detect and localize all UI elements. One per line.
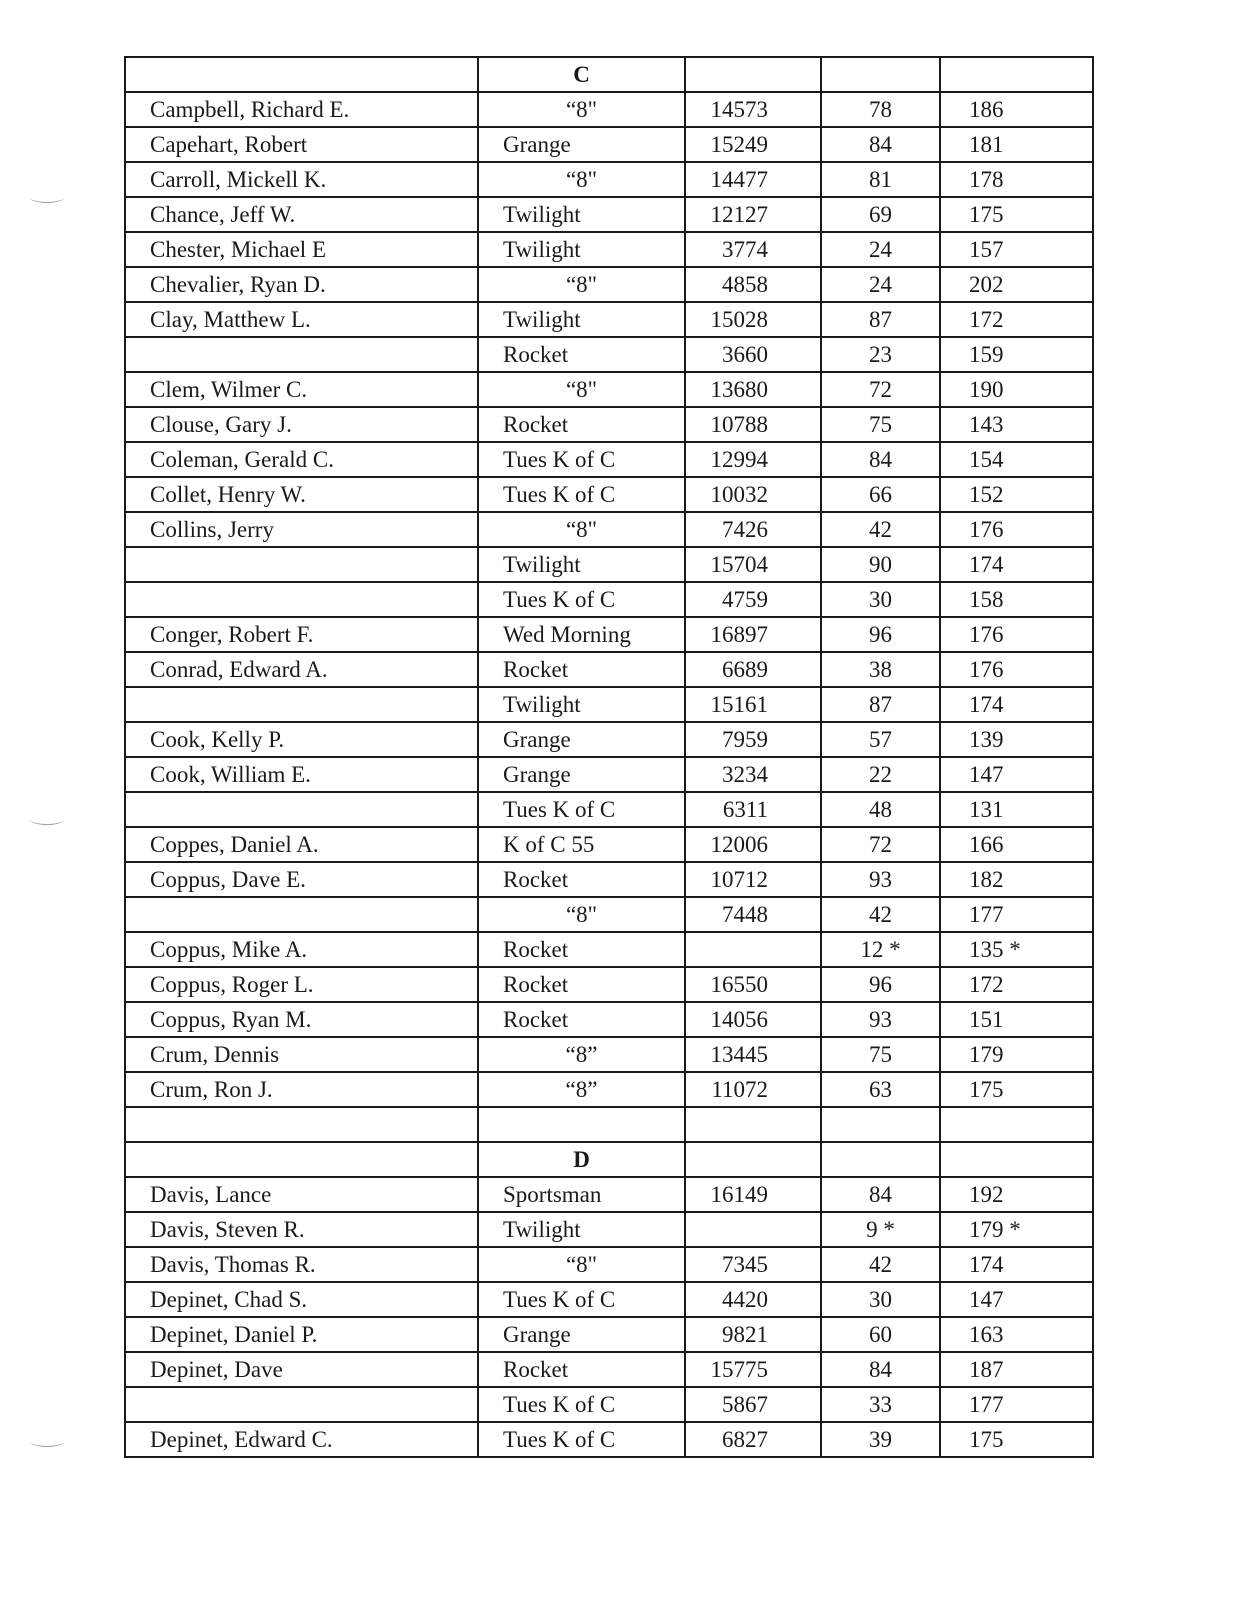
league-cell: “8" [478,92,685,127]
total-pins-cell: 3234 [685,757,821,792]
league-cell: “8" [478,162,685,197]
average-cell: 176 [940,617,1093,652]
punch-hole-mark [30,1436,64,1447]
league-cell: Rocket [478,862,685,897]
league-cell: Tues K of C [478,442,685,477]
league-cell: Rocket [478,932,685,967]
games-count-cell: 42 [821,1247,940,1282]
table-row [125,757,1093,792]
league-cell: Twilight [478,1212,685,1247]
table-row [125,372,1093,407]
total-pins-cell: 5867 [685,1387,821,1422]
games-count-cell: 78 [821,92,940,127]
league-cell: “8” [478,1037,685,1072]
games-count-cell: 24 [821,267,940,302]
league-cell: Tues K of C [478,792,685,827]
total-pins-cell: 6689 [685,652,821,687]
average-cell: 177 [940,897,1093,932]
section-empty-cell [125,57,478,92]
games-count-cell: 84 [821,127,940,162]
table-row [125,477,1093,512]
empty-cell [940,1107,1093,1142]
average-cell: 172 [940,302,1093,337]
total-pins-cell: 7426 [685,512,821,547]
total-pins-cell: 12127 [685,197,821,232]
average-cell: 175 [940,1072,1093,1107]
table-row [125,407,1093,442]
section-empty-cell [685,1142,821,1177]
total-pins-cell: 9821 [685,1317,821,1352]
league-cell: Sportsman [478,1177,685,1212]
total-pins-cell: 10032 [685,477,821,512]
league-cell: Grange [478,1317,685,1352]
table-row [125,337,1093,372]
total-pins-cell: 14573 [685,92,821,127]
bowler-name-cell: Depinet, Chad S. [125,1282,478,1317]
average-cell: 174 [940,687,1093,722]
average-cell: 166 [940,827,1093,862]
league-cell: Grange [478,722,685,757]
table-row [125,1387,1093,1422]
total-pins-cell: 14477 [685,162,821,197]
total-pins-cell: 16550 [685,967,821,1002]
total-pins-cell: 12006 [685,827,821,862]
total-pins-cell: 15249 [685,127,821,162]
average-cell: 175 [940,197,1093,232]
total-pins-cell: 4759 [685,582,821,617]
bowler-name-cell: Clouse, Gary J. [125,407,478,442]
total-pins-cell: 15161 [685,687,821,722]
average-cell: 174 [940,547,1093,582]
games-count-cell: 96 [821,617,940,652]
average-cell: 131 [940,792,1093,827]
total-pins-cell: 6311 [685,792,821,827]
section-empty-cell [821,1142,940,1177]
total-pins-cell [685,1212,821,1247]
average-cell: 186 [940,92,1093,127]
punch-hole-mark [30,814,64,825]
games-count-cell: 93 [821,1002,940,1037]
average-cell: 152 [940,477,1093,512]
table-row [125,617,1093,652]
table-row [125,197,1093,232]
bowler-name-cell: Davis, Steven R. [125,1212,478,1247]
games-count-cell: 75 [821,407,940,442]
games-count-cell: 42 [821,512,940,547]
games-count-cell: 23 [821,337,940,372]
total-pins-cell: 4420 [685,1282,821,1317]
average-cell: 176 [940,652,1093,687]
table-row [125,1247,1093,1282]
bowler-name-cell: Chester, Michael E [125,232,478,267]
games-count-cell: 84 [821,1352,940,1387]
bowler-name-cell [125,792,478,827]
total-pins-cell: 14056 [685,1002,821,1037]
average-cell: 139 [940,722,1093,757]
table-row [125,1422,1093,1457]
games-count-cell: 33 [821,1387,940,1422]
section-letter: C [478,57,685,92]
bowler-name-cell: Cook, William E. [125,757,478,792]
table-row [125,827,1093,862]
average-cell: 175 [940,1422,1093,1457]
league-cell: Grange [478,757,685,792]
bowler-name-cell: Conger, Robert F. [125,617,478,652]
league-cell: Rocket [478,337,685,372]
section-letter: D [478,1142,685,1177]
games-count-cell: 39 [821,1422,940,1457]
games-count-cell: 38 [821,652,940,687]
bowler-name-cell [125,582,478,617]
average-cell: 135 * [940,932,1093,967]
league-cell: Rocket [478,967,685,1002]
total-pins-cell [685,932,821,967]
total-pins-cell: 16897 [685,617,821,652]
average-cell: 172 [940,967,1093,1002]
bowler-name-cell: Chevalier, Ryan D. [125,267,478,302]
average-cell: 179 [940,1037,1093,1072]
league-cell: Rocket [478,407,685,442]
bowler-name-cell: Clay, Matthew L. [125,302,478,337]
average-cell: 158 [940,582,1093,617]
table-body [125,57,1093,1457]
table-row [125,162,1093,197]
games-count-cell: 42 [821,897,940,932]
bowler-name-cell: Davis, Lance [125,1177,478,1212]
bowler-averages-table [124,56,1094,1458]
bowler-name-cell: Depinet, Dave [125,1352,478,1387]
section-empty-cell [821,57,940,92]
table-row [125,1317,1093,1352]
bowler-name-cell: Clem, Wilmer C. [125,372,478,407]
games-count-cell: 72 [821,372,940,407]
league-cell: “8" [478,267,685,302]
average-cell: 147 [940,1282,1093,1317]
total-pins-cell: 4858 [685,267,821,302]
games-count-cell: 84 [821,442,940,477]
total-pins-cell: 3774 [685,232,821,267]
games-count-cell: 69 [821,197,940,232]
table-row [125,302,1093,337]
table-row [125,1282,1093,1317]
games-count-cell: 9 * [821,1212,940,1247]
table-row [125,897,1093,932]
bowler-name-cell: Depinet, Edward C. [125,1422,478,1457]
league-cell: “8" [478,1247,685,1282]
average-cell: 151 [940,1002,1093,1037]
bowler-name-cell [125,1387,478,1422]
table-row [125,652,1093,687]
bowler-name-cell: Crum, Dennis [125,1037,478,1072]
games-count-cell: 87 [821,302,940,337]
league-cell: “8” [478,1072,685,1107]
league-cell: Twilight [478,302,685,337]
table-row [125,232,1093,267]
table-row [125,687,1093,722]
section-empty-cell [940,1142,1093,1177]
table-row [125,127,1093,162]
average-cell: 157 [940,232,1093,267]
total-pins-cell: 15028 [685,302,821,337]
bowler-name-cell: Coppus, Dave E. [125,862,478,897]
table-row [125,1072,1093,1107]
average-cell: 147 [940,757,1093,792]
games-count-cell: 22 [821,757,940,792]
section-empty-cell [940,57,1093,92]
table-row [125,547,1093,582]
bowler-name-cell: Davis, Thomas R. [125,1247,478,1282]
bowler-name-cell: Coleman, Gerald C. [125,442,478,477]
league-cell: Tues K of C [478,582,685,617]
league-cell: “8" [478,512,685,547]
average-cell: 178 [940,162,1093,197]
total-pins-cell: 7448 [685,897,821,932]
table-row [125,1037,1093,1072]
total-pins-cell: 10788 [685,407,821,442]
table-row [125,792,1093,827]
league-cell: Tues K of C [478,1282,685,1317]
games-count-cell: 75 [821,1037,940,1072]
league-cell: Tues K of C [478,477,685,512]
empty-cell [821,1107,940,1142]
table-row [125,967,1093,1002]
total-pins-cell: 10712 [685,862,821,897]
bowler-name-cell: Chance, Jeff W. [125,197,478,232]
league-cell: Twilight [478,197,685,232]
games-count-cell: 72 [821,827,940,862]
league-cell: “8" [478,372,685,407]
average-cell: 190 [940,372,1093,407]
table-row [125,722,1093,757]
average-cell: 181 [940,127,1093,162]
games-count-cell: 48 [821,792,940,827]
bowler-name-cell: Carroll, Mickell K. [125,162,478,197]
league-cell: K of C 55 [478,827,685,862]
bowler-name-cell [125,547,478,582]
league-cell: Twilight [478,547,685,582]
table-row [125,932,1093,967]
games-count-cell: 96 [821,967,940,1002]
league-cell: Twilight [478,687,685,722]
total-pins-cell: 7959 [685,722,821,757]
league-cell: Tues K of C [478,1387,685,1422]
total-pins-cell: 13680 [685,372,821,407]
games-count-cell: 30 [821,1282,940,1317]
total-pins-cell: 15704 [685,547,821,582]
league-cell: Rocket [478,652,685,687]
bowler-name-cell: Collet, Henry W. [125,477,478,512]
section-empty-cell [685,57,821,92]
bowler-name-cell: Depinet, Daniel P. [125,1317,478,1352]
table-row [125,1177,1093,1212]
section-header-row [125,1142,1093,1177]
average-cell: 159 [940,337,1093,372]
average-cell: 174 [940,1247,1093,1282]
average-cell: 154 [940,442,1093,477]
bowler-name-cell: Coppes, Daniel A. [125,827,478,862]
games-count-cell: 57 [821,722,940,757]
section-empty-cell [125,1142,478,1177]
section-header-row [125,57,1093,92]
table-row [125,1212,1093,1247]
blank-row [125,1107,1093,1142]
total-pins-cell: 16149 [685,1177,821,1212]
league-cell: Tues K of C [478,1422,685,1457]
bowler-name-cell: Coppus, Mike A. [125,932,478,967]
table-row [125,512,1093,547]
total-pins-cell: 12994 [685,442,821,477]
punch-hole-mark [30,192,64,203]
average-cell: 179 * [940,1212,1093,1247]
bowler-name-cell: Conrad, Edward A. [125,652,478,687]
bowler-name-cell: Campbell, Richard E. [125,92,478,127]
bowler-name-cell [125,897,478,932]
games-count-cell: 30 [821,582,940,617]
table-row [125,582,1093,617]
bowler-name-cell: Collins, Jerry [125,512,478,547]
average-cell: 177 [940,1387,1093,1422]
bowler-name-cell: Crum, Ron J. [125,1072,478,1107]
table-row [125,1352,1093,1387]
total-pins-cell: 15775 [685,1352,821,1387]
games-count-cell: 93 [821,862,940,897]
table-row [125,862,1093,897]
league-cell: Wed Morning [478,617,685,652]
average-cell: 163 [940,1317,1093,1352]
table-row [125,442,1093,477]
games-count-cell: 24 [821,232,940,267]
total-pins-cell: 7345 [685,1247,821,1282]
total-pins-cell: 3660 [685,337,821,372]
bowler-name-cell: Coppus, Ryan M. [125,1002,478,1037]
table-row [125,92,1093,127]
bowler-name-cell [125,687,478,722]
average-cell: 176 [940,512,1093,547]
average-cell: 202 [940,267,1093,302]
average-cell: 187 [940,1352,1093,1387]
empty-cell [478,1107,685,1142]
table-row [125,267,1093,302]
total-pins-cell: 11072 [685,1072,821,1107]
bowler-name-cell [125,337,478,372]
total-pins-cell: 13445 [685,1037,821,1072]
league-cell: Grange [478,127,685,162]
empty-cell [685,1107,821,1142]
bowler-name-cell: Cook, Kelly P. [125,722,478,757]
league-cell: Rocket [478,1002,685,1037]
games-count-cell: 66 [821,477,940,512]
table-row [125,1002,1093,1037]
games-count-cell: 90 [821,547,940,582]
games-count-cell: 63 [821,1072,940,1107]
bowler-name-cell: Coppus, Roger L. [125,967,478,1002]
league-cell: Rocket [478,1352,685,1387]
games-count-cell: 84 [821,1177,940,1212]
average-cell: 143 [940,407,1093,442]
games-count-cell: 81 [821,162,940,197]
empty-cell [125,1107,478,1142]
games-count-cell: 60 [821,1317,940,1352]
total-pins-cell: 6827 [685,1422,821,1457]
league-cell: “8" [478,897,685,932]
bowler-name-cell: Capehart, Robert [125,127,478,162]
average-cell: 192 [940,1177,1093,1212]
league-cell: Twilight [478,232,685,267]
games-count-cell: 12 * [821,932,940,967]
games-count-cell: 87 [821,687,940,722]
average-cell: 182 [940,862,1093,897]
